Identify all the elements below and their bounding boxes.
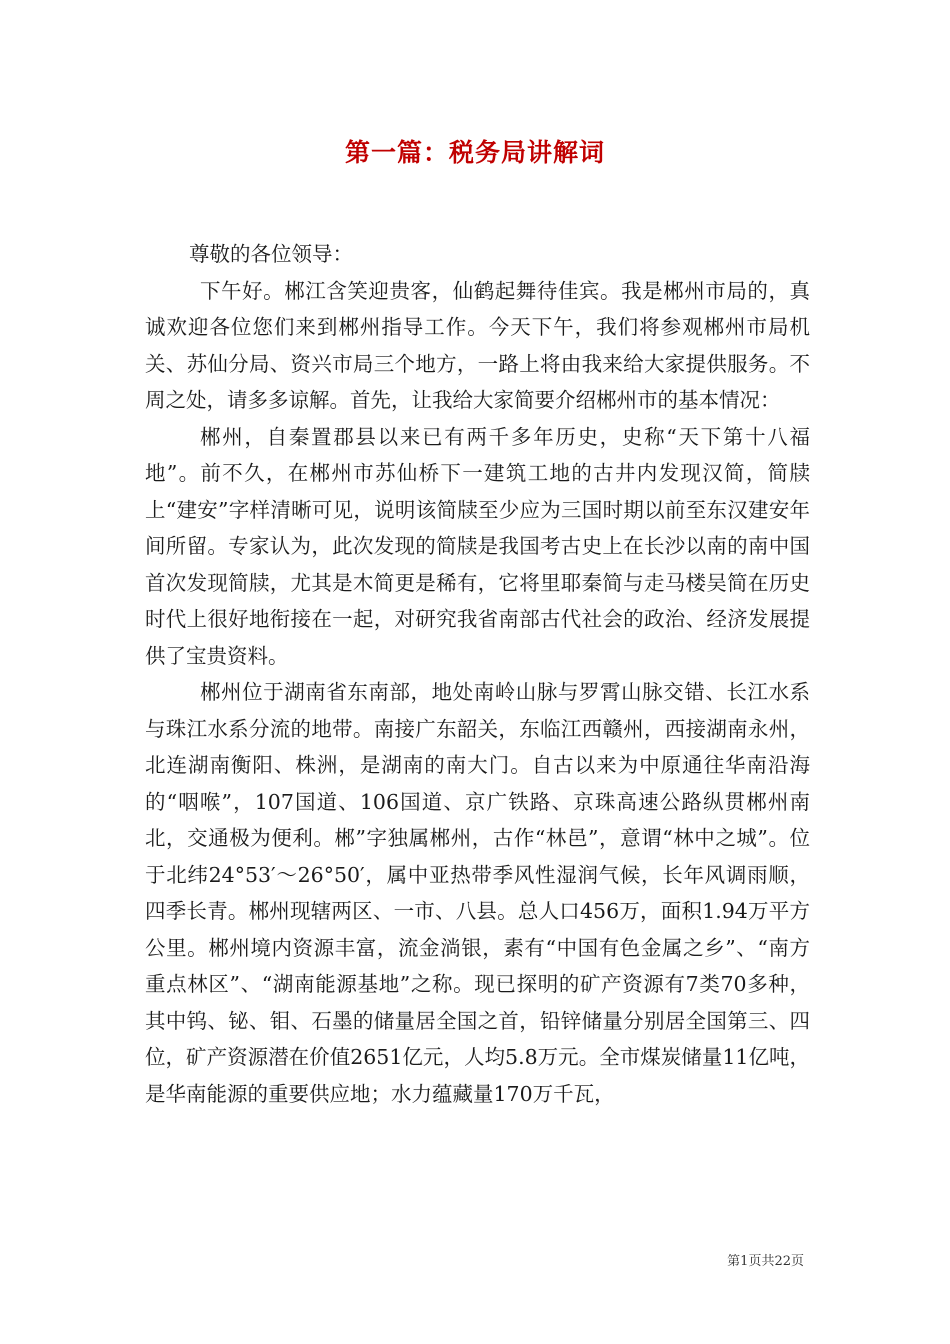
paragraph: 郴州位于湖南省东南部，地处南岭山脉与罗霄山脉交错、长江水系与珠江水系分流的地带。南接广东韶关，东临江西赣州，西接湖南永州，北连湖南衡阳、株洲，是湖南的南大门。自古以来为中原通往华南沿海的“咽喉”，107国道、106国道、京广铁路、京珠高速公路纵贯郴州南北，交通极为便利。郴”字独属郴州，古作“林邑”，意谓“林中之城”。位于北纬24°53′～26°50′，属中亚热带季风性湿润气候，长年风调雨顺，四季长青。郴州现辖两区、一市、八县。总人口456万，面积1.94万平方公里。郴州境内资源丰富，流金淌银，素有“中国有色金属之乡”、“南方重点林区”、“湖南能源基地”之称。现已探明的矿产资源有7类70多种，其中钨、铋、钼、石墨的储量居全国之首，铅锌储量分别居全国第三、四位，矿产资源潜在价值2651亿元，人均5.8万元。全市煤炭储量11亿吨，是华南能源的重要供应地；水力蕴藏量170万千瓦，: [145, 680, 810, 1106]
document-title: 第一篇：税务局讲解词: [344, 138, 605, 167]
salutation: 尊敬的各位领导：: [189, 242, 353, 266]
document-body: [145, 236, 810, 1112]
paragraph: 下午好。郴江含笑迎贵客，仙鹤起舞待佳宾。我是郴州市局的，真诚欢迎各位您们来到郴州指导工作。今天下午，我们将参观郴州市局机关、苏仙分局、资兴市局三个地方，一路上将由我来给大家提供服务。不周之处，请多多谅解。首先，让我给大家简要介绍郴州市的基本情况：: [145, 278, 810, 412]
page-number: 第1页共22页: [727, 1254, 804, 1269]
paragraph: 郴州，自秦置郡县以来已有两千多年历史，史称“天下第十八福地”。前不久，在郴州市苏仙桥下一建筑工地的古井内发现汉简，简牍上“建安”字样清晰可见，说明该简牍至少应为三国时期以前至东汉建安年间所留。专家认为，此次发现的简牍是我国考古史上在长沙以南的南中国首次发现简牍，尤其是木简更是稀有，它将里耶秦简与走马楼吴简在历史时代上很好地衔接在一起，对研究我省南部古代社会的政治、经济发展提供了宝贵资料。: [145, 424, 810, 668]
